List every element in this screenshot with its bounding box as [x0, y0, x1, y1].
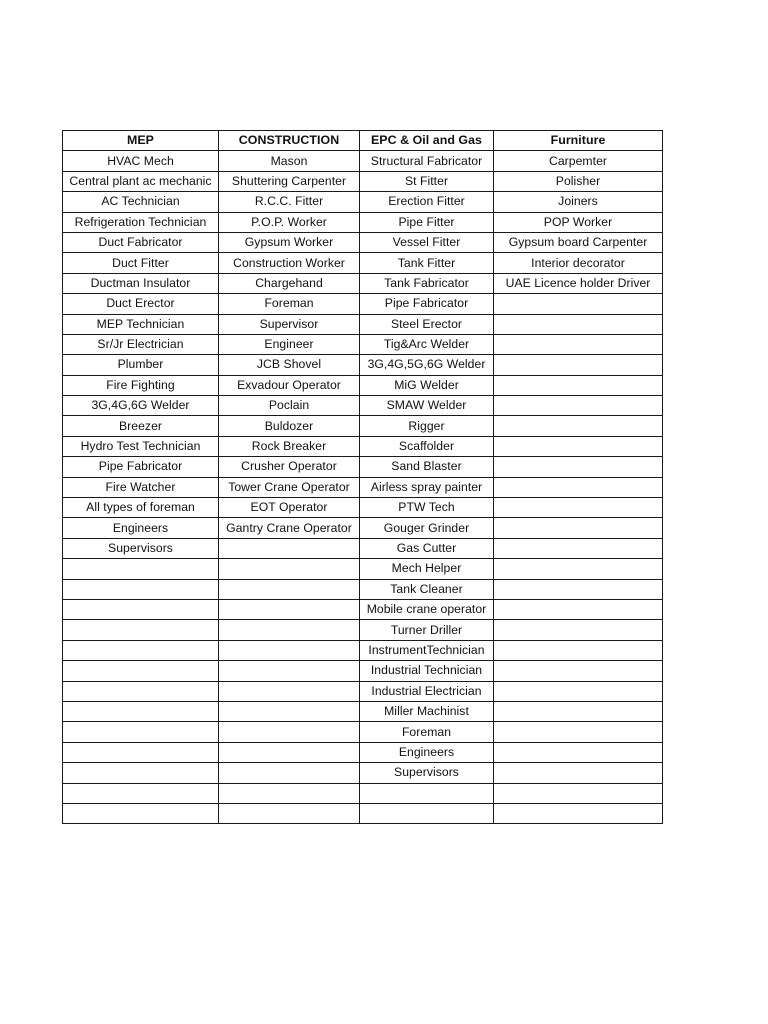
furniture-cell: [494, 416, 663, 436]
furniture-cell: [494, 620, 663, 640]
mep-cell: Duct Fitter: [63, 253, 219, 273]
epc-cell: Mobile crane operator: [360, 599, 494, 619]
furniture-cell: [494, 294, 663, 314]
furniture-cell: [494, 477, 663, 497]
furniture-cell: [494, 334, 663, 354]
furniture-cell: [494, 661, 663, 681]
construction-cell: Shuttering Carpenter: [219, 171, 360, 191]
mep-cell: [63, 803, 219, 823]
furniture-cell: [494, 599, 663, 619]
epc-cell: Miller Machinist: [360, 701, 494, 721]
table-row: [63, 681, 663, 701]
header-epc-oil-gas: EPC & Oil and Gas: [360, 131, 494, 151]
mep-cell: Refrigeration Technician: [63, 212, 219, 232]
furniture-cell: [494, 538, 663, 558]
table-row: [63, 803, 663, 823]
furniture-cell: POP Worker: [494, 212, 663, 232]
epc-cell: Tank Fabricator: [360, 273, 494, 293]
table-row: [63, 477, 663, 497]
epc-cell: Foreman: [360, 722, 494, 742]
construction-cell: JCB Shovel: [219, 355, 360, 375]
construction-cell: [219, 599, 360, 619]
mep-cell: Duct Erector: [63, 294, 219, 314]
furniture-cell: [494, 559, 663, 579]
furniture-cell: [494, 763, 663, 783]
mep-cell: MEP Technician: [63, 314, 219, 334]
epc-cell: Pipe Fabricator: [360, 294, 494, 314]
mep-cell: Breezer: [63, 416, 219, 436]
mep-cell: Ductman Insulator: [63, 273, 219, 293]
mep-cell: [63, 661, 219, 681]
mep-cell: [63, 640, 219, 660]
mep-cell: Sr/Jr Electrician: [63, 334, 219, 354]
table-row: [63, 559, 663, 579]
epc-cell: Industrial Electrician: [360, 681, 494, 701]
furniture-cell: [494, 355, 663, 375]
epc-cell: MiG Welder: [360, 375, 494, 395]
epc-cell: [360, 803, 494, 823]
furniture-cell: Gypsum board Carpenter: [494, 232, 663, 252]
construction-cell: Gantry Crane Operator: [219, 518, 360, 538]
epc-cell: Turner Driller: [360, 620, 494, 640]
construction-cell: [219, 742, 360, 762]
furniture-cell: [494, 640, 663, 660]
furniture-cell: [494, 783, 663, 803]
furniture-cell: [494, 498, 663, 518]
mep-cell: Engineers: [63, 518, 219, 538]
table-row: [63, 783, 663, 803]
furniture-cell: Interior decorator: [494, 253, 663, 273]
furniture-cell: [494, 701, 663, 721]
construction-cell: [219, 620, 360, 640]
mep-cell: Fire Fighting: [63, 375, 219, 395]
epc-cell: Engineers: [360, 742, 494, 762]
header-mep: MEP: [63, 131, 219, 151]
table-row: [63, 232, 663, 252]
epc-cell: 3G,4G,5G,6G Welder: [360, 355, 494, 375]
furniture-cell: [494, 742, 663, 762]
construction-cell: Engineer: [219, 334, 360, 354]
furniture-cell: [494, 436, 663, 456]
epc-cell: SMAW Welder: [360, 396, 494, 416]
mep-cell: [63, 763, 219, 783]
epc-cell: PTW Tech: [360, 498, 494, 518]
furniture-cell: [494, 681, 663, 701]
construction-cell: [219, 763, 360, 783]
construction-cell: [219, 640, 360, 660]
construction-cell: Supervisor: [219, 314, 360, 334]
mep-cell: [63, 559, 219, 579]
construction-cell: P.O.P. Worker: [219, 212, 360, 232]
epc-cell: Erection Fitter: [360, 192, 494, 212]
construction-cell: Chargehand: [219, 273, 360, 293]
furniture-cell: Polisher: [494, 171, 663, 191]
mep-cell: [63, 701, 219, 721]
epc-cell: Steel Erector: [360, 314, 494, 334]
construction-cell: Mason: [219, 151, 360, 171]
table-row: [63, 722, 663, 742]
construction-cell: Tower Crane Operator: [219, 477, 360, 497]
table-row: [63, 212, 663, 232]
table-row: [63, 253, 663, 273]
epc-cell: Pipe Fitter: [360, 212, 494, 232]
header-furniture: Furniture: [494, 131, 663, 151]
construction-cell: [219, 681, 360, 701]
epc-cell: Tank Fitter: [360, 253, 494, 273]
mep-cell: 3G,4G,6G Welder: [63, 396, 219, 416]
table-row: [63, 661, 663, 681]
mep-cell: [63, 599, 219, 619]
furniture-cell: UAE Licence holder Driver: [494, 273, 663, 293]
table-row: [63, 151, 663, 171]
table-row: [63, 579, 663, 599]
construction-cell: [219, 559, 360, 579]
table-row: [63, 763, 663, 783]
construction-cell: Crusher Operator: [219, 457, 360, 477]
epc-cell: Airless spray painter: [360, 477, 494, 497]
construction-cell: Buldozer: [219, 416, 360, 436]
epc-cell: Mech Helper: [360, 559, 494, 579]
job-categories-table: [62, 130, 663, 824]
mep-cell: Supervisors: [63, 538, 219, 558]
table-row: [63, 416, 663, 436]
epc-cell: Gouger Grinder: [360, 518, 494, 538]
mep-cell: [63, 722, 219, 742]
furniture-cell: [494, 375, 663, 395]
mep-cell: Duct Fabricator: [63, 232, 219, 252]
epc-cell: Gas Cutter: [360, 538, 494, 558]
construction-cell: EOT Operator: [219, 498, 360, 518]
table-row: [63, 498, 663, 518]
table-row: [63, 334, 663, 354]
construction-cell: [219, 661, 360, 681]
epc-cell: St Fitter: [360, 171, 494, 191]
furniture-cell: [494, 457, 663, 477]
table-row: [63, 457, 663, 477]
epc-cell: Supervisors: [360, 763, 494, 783]
mep-cell: Pipe Fabricator: [63, 457, 219, 477]
table-row: [63, 701, 663, 721]
construction-cell: [219, 783, 360, 803]
table-header-row: [63, 131, 663, 151]
table-row: [63, 640, 663, 660]
table-row: [63, 171, 663, 191]
mep-cell: Plumber: [63, 355, 219, 375]
table-row: [63, 273, 663, 293]
furniture-cell: [494, 518, 663, 538]
table-row: [63, 396, 663, 416]
construction-cell: Construction Worker: [219, 253, 360, 273]
table-row: [63, 518, 663, 538]
furniture-cell: [494, 803, 663, 823]
mep-cell: Hydro Test Technician: [63, 436, 219, 456]
table-row: [63, 538, 663, 558]
mep-cell: [63, 742, 219, 762]
mep-cell: [63, 783, 219, 803]
construction-cell: Gypsum Worker: [219, 232, 360, 252]
construction-cell: [219, 701, 360, 721]
mep-cell: Fire Watcher: [63, 477, 219, 497]
epc-cell: Scaffolder: [360, 436, 494, 456]
header-construction: CONSTRUCTION: [219, 131, 360, 151]
table-row: [63, 192, 663, 212]
furniture-cell: [494, 722, 663, 742]
construction-cell: [219, 803, 360, 823]
furniture-cell: [494, 396, 663, 416]
table-row: [63, 742, 663, 762]
epc-cell: Industrial Technician: [360, 661, 494, 681]
construction-cell: R.C.C. Fitter: [219, 192, 360, 212]
furniture-cell: Joiners: [494, 192, 663, 212]
mep-cell: HVAC Mech: [63, 151, 219, 171]
furniture-cell: [494, 314, 663, 334]
furniture-cell: [494, 579, 663, 599]
epc-cell: Vessel Fitter: [360, 232, 494, 252]
epc-cell: Sand Blaster: [360, 457, 494, 477]
table-row: [63, 355, 663, 375]
job-categories-sheet: [62, 130, 662, 824]
table-row: [63, 436, 663, 456]
table-row: [63, 599, 663, 619]
epc-cell: Tank Cleaner: [360, 579, 494, 599]
construction-cell: Poclain: [219, 396, 360, 416]
table-row: [63, 294, 663, 314]
table-row: [63, 620, 663, 640]
epc-cell: Rigger: [360, 416, 494, 436]
table-body: [63, 151, 663, 824]
mep-cell: [63, 681, 219, 701]
epc-cell: [360, 783, 494, 803]
epc-cell: Structural Fabricator: [360, 151, 494, 171]
epc-cell: Tig&Arc Welder: [360, 334, 494, 354]
table-row: [63, 375, 663, 395]
mep-cell: AC Technician: [63, 192, 219, 212]
construction-cell: [219, 579, 360, 599]
furniture-cell: Carpemter: [494, 151, 663, 171]
construction-cell: Rock Breaker: [219, 436, 360, 456]
mep-cell: [63, 579, 219, 599]
mep-cell: [63, 620, 219, 640]
construction-cell: Exvadour Operator: [219, 375, 360, 395]
table-row: [63, 314, 663, 334]
construction-cell: [219, 722, 360, 742]
epc-cell: InstrumentTechnician: [360, 640, 494, 660]
mep-cell: Central plant ac mechanic: [63, 171, 219, 191]
construction-cell: [219, 538, 360, 558]
construction-cell: Foreman: [219, 294, 360, 314]
mep-cell: All types of foreman: [63, 498, 219, 518]
